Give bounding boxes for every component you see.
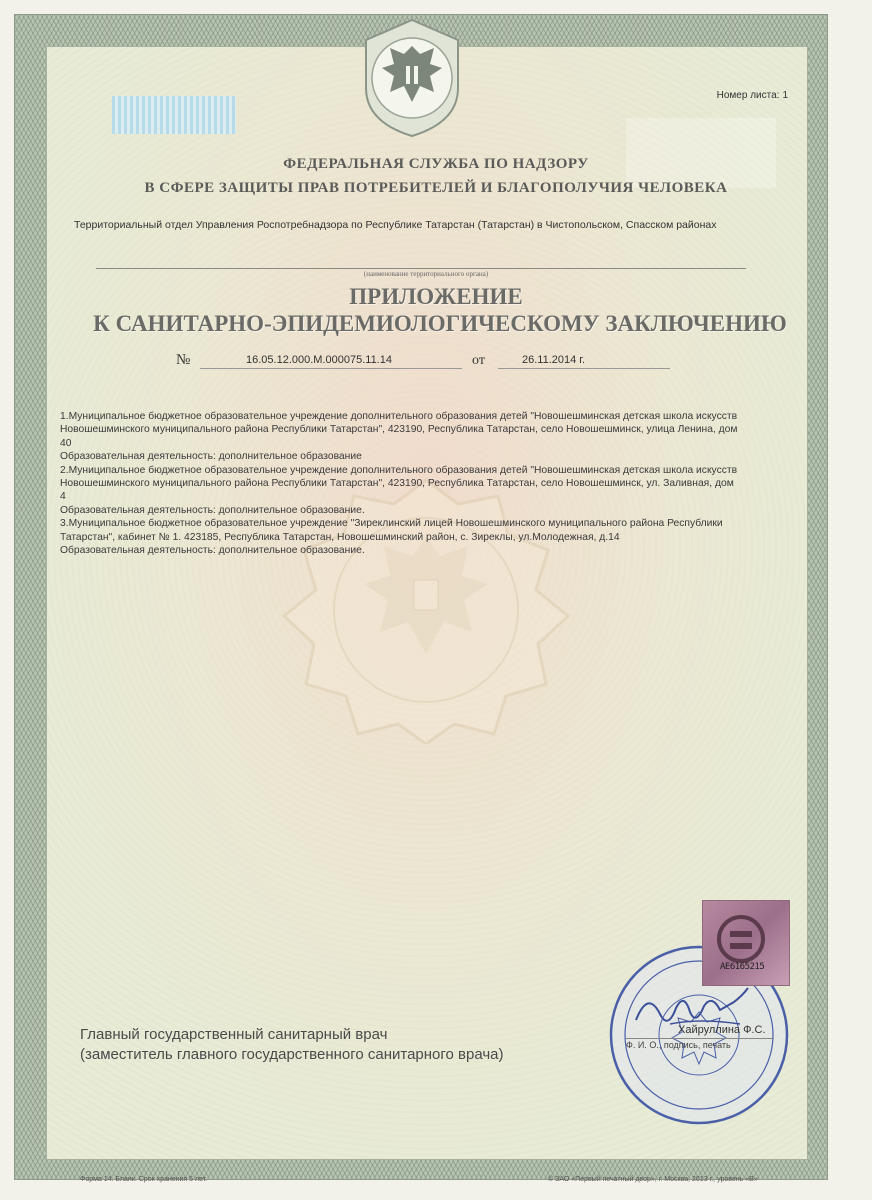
conclusion-date: 26.11.2014 г. bbox=[522, 354, 586, 366]
institutions-list bbox=[60, 410, 812, 557]
org-title-line1: ФЕДЕРАЛЬНАЯ СЛУЖБА ПО НАДЗОРУ bbox=[283, 156, 589, 172]
list-line: 4 bbox=[60, 491, 66, 503]
footer-form-info: Форма 14. Бланк. Срок хранения 5 лет. bbox=[80, 1176, 208, 1183]
security-code: АЕ6165215 bbox=[720, 962, 765, 972]
sheet-number-value: 1 bbox=[782, 90, 788, 101]
list-line: Образовательная деятельность: дополнительное образование bbox=[60, 451, 362, 463]
list-line: Образовательная деятельность: дополнительное образование. bbox=[60, 504, 365, 516]
signatory-position-line2: (заместитель главного государственного санитарного врача) bbox=[80, 1046, 504, 1063]
list-line: Новошешминского муниципального района Республики Татарстан", 423190, Республика Татарстан, село Новошешминск, ул. Заливная, дом bbox=[60, 478, 734, 490]
list-line: 3.Муниципальное бюджетное образовательное учреждение "Зиреклинский лицей Новошешминского муниципального района Республики bbox=[60, 518, 723, 530]
hologram-strip bbox=[112, 96, 236, 134]
signatory-position-line1: Главный государственный санитарный врач bbox=[80, 1026, 388, 1043]
signatory-name: Хайруллина Ф.С. bbox=[678, 1024, 766, 1036]
number-underline bbox=[200, 368, 462, 369]
sheet-number-label: Номер листа: bbox=[716, 90, 780, 101]
footer-printer-info: © ЗАО «Первый печатный двор», г. Москва, 2013 г., уровень «В» bbox=[548, 1176, 758, 1183]
signature-caption: Ф. И. О., подпись, печать bbox=[626, 1040, 731, 1050]
security-hologram-icon bbox=[703, 901, 789, 985]
list-line: 40 bbox=[60, 437, 72, 449]
territorial-body: Территориальный отдел Управления Роспотребнадзора по Республике Татарстан (Татарстан) в Чистопольском, Спасском районах bbox=[74, 219, 717, 231]
blank-corner-area bbox=[626, 118, 776, 188]
territorial-underline bbox=[96, 268, 746, 269]
org-title-line2: В СФЕРЕ ЗАЩИТЫ ПРАВ ПОТРЕБИТЕЛЕЙ И БЛАГОПОЛУЧИЯ ЧЕЛОВЕКА bbox=[144, 180, 728, 196]
document-title-line1: ПРИЛОЖЕНИЕ bbox=[349, 284, 523, 309]
date-prefix: от bbox=[472, 353, 485, 368]
sheet-number bbox=[714, 90, 788, 101]
document-title-line2: К САНИТАРНО-ЭПИДЕМИОЛОГИЧЕСКОМУ ЗАКЛЮЧЕНИЮ bbox=[93, 311, 787, 336]
list-line: Образовательная деятельность: дополнительное образование. bbox=[60, 545, 365, 557]
list-line: Новошешминского муниципального района Республики Татарстан", 423190, Республика Татарстан, село Новошешминск, улица Ленина, дом bbox=[60, 424, 738, 436]
list-line: 1.Муниципальное бюджетное образовательное учреждение дополнительного образования детей "Новошешминская детская школа искусств bbox=[60, 411, 738, 422]
security-label bbox=[702, 900, 790, 986]
signature-underline bbox=[626, 1038, 774, 1039]
list-line: 2.Муниципальное бюджетное образовательное учреждение дополнительного образования детей "Новошешминская детская школа искусств bbox=[60, 464, 738, 476]
list-line: Татарстан", кабинет № 1. 423185, Республика Татарстан, Новошешминский район, с. Зиреклы, ул.Молодежная, д.14 bbox=[60, 531, 620, 543]
number-symbol: № bbox=[176, 352, 191, 368]
territorial-caption: (наименование территориального органа) bbox=[363, 270, 489, 278]
conclusion-number: 16.05.12.000.М.000075.11.14 bbox=[246, 354, 392, 366]
emblem-eagle-icon bbox=[360, 18, 464, 138]
date-underline bbox=[498, 368, 670, 369]
